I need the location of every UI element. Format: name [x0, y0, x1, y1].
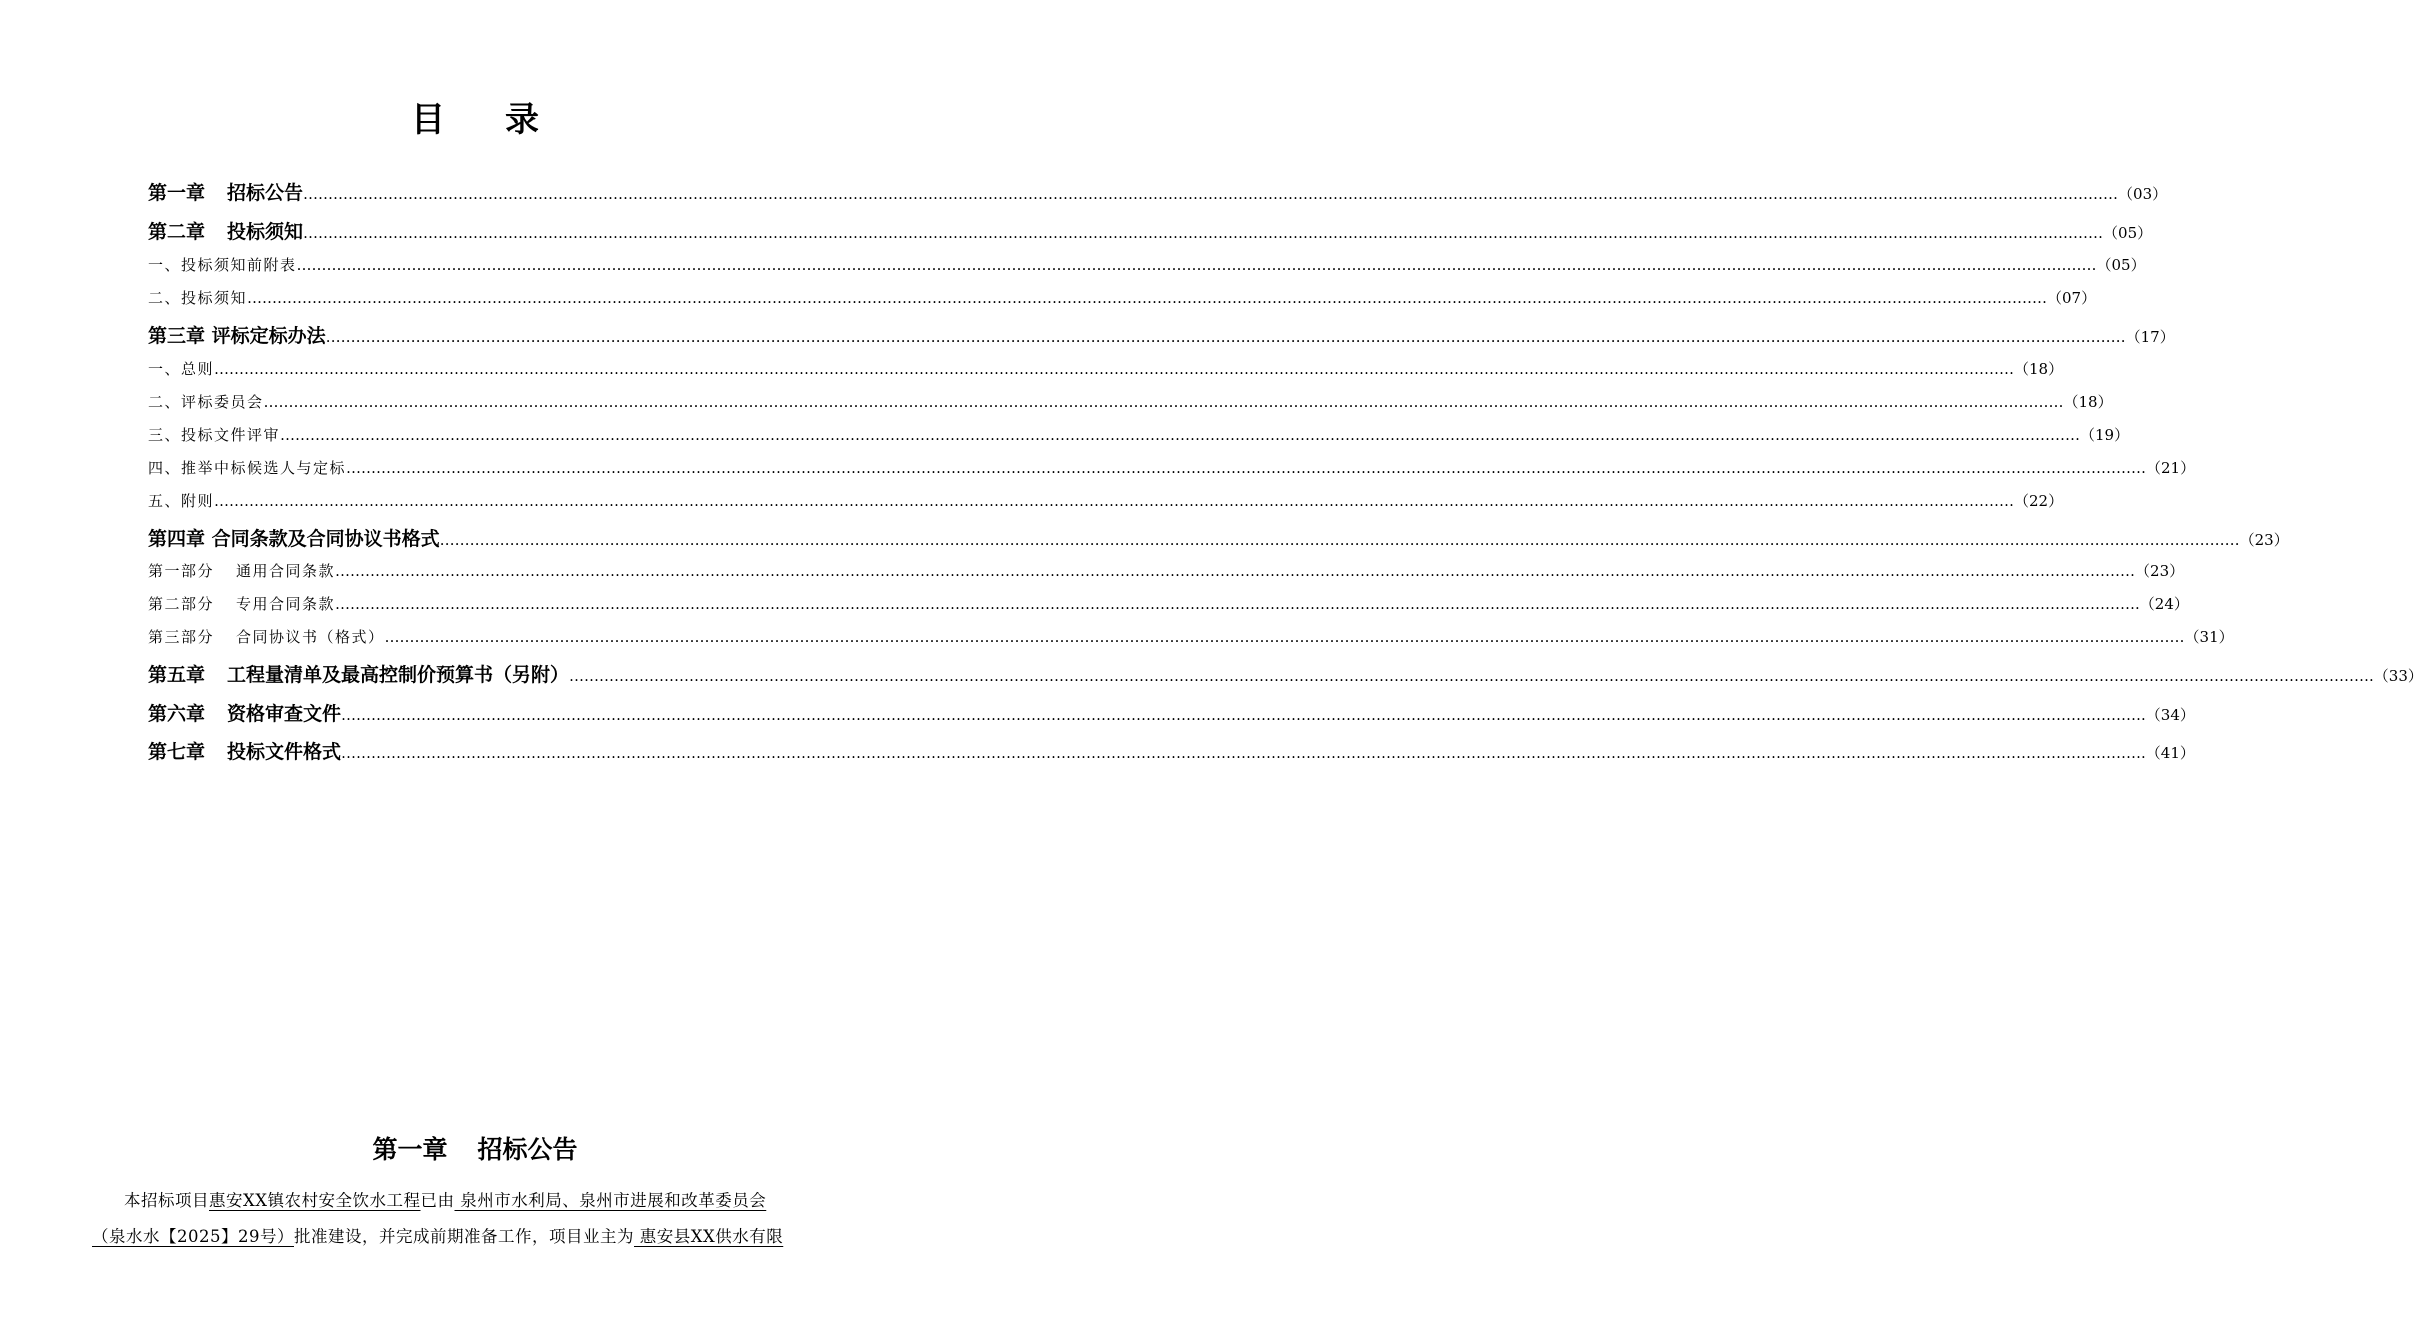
toc-entry[interactable] — [148, 178, 2168, 205]
toc-entry[interactable] — [148, 737, 2195, 764]
toc-entry[interactable] — [148, 660, 2423, 687]
toc-leader-dots: ……………………………………………………………………………………………………………………………………………………………………………………………………………………………………………………………………………………………………………………………… — [296, 256, 2097, 274]
chapter-number: 第一章 — [372, 1135, 448, 1164]
toc-entry-label-part: 第二章 — [148, 221, 206, 243]
toc-entry-label — [148, 457, 346, 478]
toc-entry-page: （23） — [2135, 562, 2185, 580]
toc-leader-dots: ……………………………………………………………………………………………………………………………………………………………………………………………………………………………………………………………………………………………………………………………… — [214, 360, 2015, 378]
chapter-heading — [0, 1130, 950, 1166]
toc-leader-dots: ……………………………………………………………………………………………………………………………………………………………………………………………………………………………………………………………………………………………………………………………… — [303, 224, 2104, 242]
toc-entry-page: .（24） — [2135, 595, 2189, 613]
document-number: （泉水水【2025】29号） — [92, 1227, 294, 1246]
para-text: 本招标项目 — [124, 1191, 209, 1210]
toc-entry-label — [148, 254, 297, 275]
toc-entry-label-part: 通用合同条款 — [236, 562, 336, 580]
toc-leader-dots: ……………………………………………………………………………………………………………………………………………………………………………………………………………………………………………………………………………………………………………………………… — [303, 185, 2104, 203]
toc-title — [0, 92, 950, 141]
toc-entry-label-part: 专用合同条款 — [236, 595, 336, 613]
toc-entry-page: .（33） — [2369, 667, 2423, 685]
toc-entry-label-part: 合同协议书（格式） — [236, 628, 385, 646]
toc-entry-label-part: 一、投标须知前附表 — [148, 256, 297, 274]
toc-entry[interactable] — [148, 254, 2146, 275]
toc-entry-page: （19） — [2080, 426, 2130, 444]
chapter-name: 招标公告 — [477, 1135, 578, 1164]
toc-entry[interactable] — [148, 391, 2113, 412]
toc-entry-label — [148, 321, 326, 348]
toc-entry-label — [148, 391, 264, 412]
toc-leader-dots: ……………………………………………………………………………………………………………………………………………………………………………………………………………………………………………………………………………………………………………………………… — [325, 328, 2126, 346]
toc-leader-dots: ……………………………………………………………………………………………………………………………………………………………………………………………………………………………………………………………………………………………………………………………… — [346, 459, 2147, 477]
toc-entry[interactable] — [148, 626, 2234, 647]
toc-entry-page: （31） — [2184, 628, 2234, 646]
toc-entry[interactable] — [148, 490, 2064, 511]
toc-entry-label-part: 招标公告 — [227, 182, 304, 204]
toc-entry-page: （17） — [2125, 328, 2175, 346]
body-paragraph-line-2 — [92, 1220, 862, 1254]
toc-entry-label — [148, 287, 247, 308]
toc-entry-label — [148, 178, 303, 205]
toc-leader-dots: ……………………………………………………………………………………………………………………………………………………………………………………………………………………………………………………………………………………………………………………………… — [214, 492, 2015, 510]
para-text: 批准建设，并完成前期准备工作，项目业主为 — [294, 1227, 634, 1246]
toc-entry-label-part: 第七章 — [148, 741, 206, 763]
toc-entry-page: （07） — [2047, 289, 2097, 307]
toc-entry-label — [148, 593, 335, 614]
toc-entry-label-part: 资格审查文件 — [227, 703, 342, 725]
toc-entry-label — [148, 424, 280, 445]
toc-entry-label-part: 二、投标须知 — [148, 289, 248, 307]
toc-entry-label-part: 三、投标文件评审 — [148, 426, 281, 444]
toc-entry-label-part: 工程量清单及最高控制价预算书（另附） — [227, 664, 570, 686]
toc-entry[interactable] — [148, 524, 2289, 551]
toc-entry-label-part: 第三部分 — [148, 628, 215, 646]
toc-entry-label-part: 第三章 评标定标办法 — [148, 325, 326, 347]
toc-entry-label-part: 第一部分 — [148, 562, 215, 580]
toc-leader-dots: ……………………………………………………………………………………………………………………………………………………………………………………………………………………………………………………………………………………………………………………………… — [341, 744, 2142, 762]
toc-title-char-1: 目 — [411, 100, 445, 140]
toc-entry-label-part: 一、总则 — [148, 360, 215, 378]
toc-entry-page: （22） — [2014, 492, 2064, 510]
toc-entry-label — [148, 626, 385, 647]
body-paragraph-line-1 — [92, 1184, 862, 1218]
toc-entry-label-part: 第六章 — [148, 703, 206, 725]
toc-entry-label-part: 投标须知 — [227, 221, 304, 243]
toc-entry[interactable] — [148, 699, 2195, 726]
project-owner: 惠安县XX供水有限 — [634, 1227, 784, 1246]
para-text: 已由 — [420, 1191, 455, 1210]
toc-entry-page: （18） — [2014, 360, 2064, 378]
toc-entry-page: （23） — [2239, 531, 2289, 549]
toc-entry-label — [148, 737, 341, 764]
approving-authority: 泉州市水利局、泉州市进展和改革委员会 — [454, 1191, 767, 1210]
toc-title-char-2: 录 — [505, 100, 539, 140]
toc-entry-label — [148, 490, 214, 511]
toc-leader-dots: ……………………………………………………………………………………………………………………………………………………………………………………………………………………………………………………………………………………………………………………………… — [247, 289, 2048, 307]
toc-entry-label-part: 投标文件格式 — [227, 741, 342, 763]
toc-entry-label-part: 二、评标委员会 — [148, 393, 264, 411]
toc-entry-label — [148, 524, 440, 551]
toc-entry-page: .（34） — [2141, 706, 2195, 724]
toc-entry-page: …（03） — [2103, 185, 2168, 203]
toc-leader-dots: ……………………………………………………………………………………………………………………………………………………………………………………………………………………………………………………………………………………………………………………………… — [335, 562, 2136, 580]
toc-entry-label — [148, 699, 341, 726]
toc-entry[interactable] — [148, 560, 2185, 581]
toc-entry-label-part: 第一章 — [148, 182, 206, 204]
toc-leader-dots: ……………………………………………………………………………………………………………………………………………………………………………………………………………………………………………………………………………………………………………………………… — [335, 595, 2136, 613]
toc-entry-label-part: 四、推举中标候选人与定标 — [148, 459, 347, 477]
toc-leader-dots: ……………………………………………………………………………………………………………………………………………………………………………………………………………………………………………………………………………………………………………………………… — [341, 706, 2142, 724]
toc-entry-label — [148, 660, 569, 687]
toc-entry-page: （05） — [2103, 224, 2153, 242]
toc-entry-label-part: 第四章 合同条款及合同协议书格式 — [148, 528, 440, 550]
toc-entry-label — [148, 358, 214, 379]
toc-leader-dots: ……………………………………………………………………………………………………………………………………………………………………………………………………………………………………………………………………………………………………………………………… — [569, 667, 2370, 685]
toc-entry-label — [148, 217, 303, 244]
toc-entry-label — [148, 560, 335, 581]
toc-leader-dots: ……………………………………………………………………………………………………………………………………………………………………………………………………………………………………………………………………………………………………………………………… — [280, 426, 2081, 444]
project-name: 惠安XX镇农村安全饮水工程 — [209, 1191, 421, 1210]
toc-leader-dots: ……………………………………………………………………………………………………………………………………………………………………………………………………………………………………………………………………………………………………………………………… — [439, 531, 2240, 549]
toc-entry-label-part: 第二部分 — [148, 595, 215, 613]
toc-entry-label-part: 第五章 — [148, 664, 206, 686]
toc-leader-dots: ……………………………………………………………………………………………………………………………………………………………………………………………………………………………………………………………………………………………………………………………… — [384, 628, 2185, 646]
toc-entry-page: （05） — [2096, 256, 2146, 274]
toc-entry[interactable] — [148, 424, 2130, 445]
toc-entry-page: （21） — [2146, 459, 2196, 477]
toc-entry-label-part: 五、附则 — [148, 492, 215, 510]
toc-entry[interactable] — [148, 593, 2189, 614]
toc-entry[interactable] — [148, 358, 2064, 379]
toc-entry[interactable] — [148, 287, 2097, 308]
toc-entry[interactable] — [148, 457, 2196, 478]
toc-entry[interactable] — [148, 321, 2175, 348]
toc-leader-dots: ……………………………………………………………………………………………………………………………………………………………………………………………………………………………………………………………………………………………………………………………… — [263, 393, 2064, 411]
toc-entry-page: （18） — [2063, 393, 2113, 411]
toc-entry-page: .（41） — [2141, 744, 2195, 762]
toc-entry[interactable] — [148, 217, 2153, 244]
